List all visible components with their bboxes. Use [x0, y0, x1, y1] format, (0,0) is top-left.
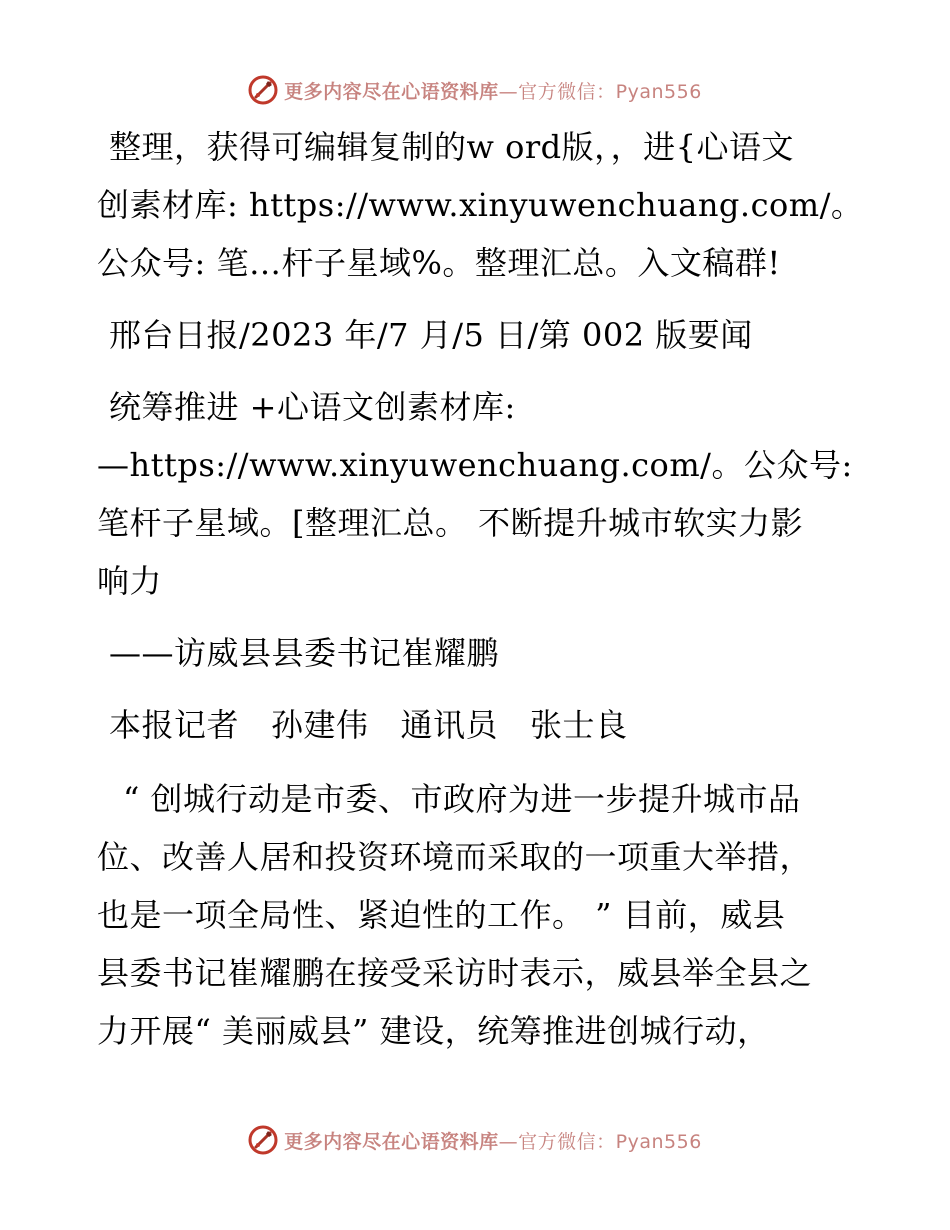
logo-icon	[248, 75, 278, 105]
byline: 本报记者 孙建伟 通讯员 张士良	[109, 706, 628, 744]
header-contact: —官方微信：Pyan556	[498, 80, 702, 103]
body-line-4: 县委书记崔耀鹏在接受采访时表示，威县举全县之	[97, 954, 813, 992]
logo-icon	[248, 1125, 278, 1155]
body-line-1: “ 创城行动是市委、市政府为进一步提升城市品	[123, 780, 801, 818]
headline-line-2: —https://www.xinyuwenchuang.com/。公众号:	[97, 446, 853, 484]
header-brand: 更多内容尽在心语资料库	[284, 80, 499, 103]
body-line-3: 也是一项全局性、紧迫性的工作。 ” 目前，威县	[97, 896, 786, 934]
headline-line-3: 笔杆子星域。[整理汇总。 不断提升城市软实力影	[97, 504, 804, 542]
intro-line-2: 创素材库: https://www.xinyuwenchuang.com/。	[97, 186, 864, 224]
body-line-5: 力开展“ 美丽威县” 建设，统筹推进创城行动，	[97, 1012, 770, 1050]
headline-line-1: 统筹推进 +心语文创素材库:	[109, 388, 516, 426]
footer-text	[284, 1127, 702, 1154]
footer-contact: —官方微信：Pyan556	[498, 1130, 702, 1153]
headline-line-4: 响力	[97, 562, 163, 600]
dateline: 邢台日报/2023 年/7 月/5 日/第 002 版要闻	[109, 316, 753, 354]
body-line-2: 位、改善人居和投资环境而采取的一项重大举措，	[97, 838, 813, 876]
header-text	[284, 77, 702, 104]
intro-line-3: 公众号: 笔…杆子星域%。整理汇总。入文稿群!	[97, 244, 781, 282]
header-banner	[0, 70, 950, 110]
intro-line-1: 整理，获得可编辑复制的w ord版，，进{心语文	[109, 128, 794, 166]
subtitle: ——访威县县委书记崔耀鹏	[109, 634, 500, 672]
footer-brand: 更多内容尽在心语资料库	[284, 1130, 499, 1153]
footer-banner	[0, 1120, 950, 1160]
document-content	[97, 118, 864, 1060]
